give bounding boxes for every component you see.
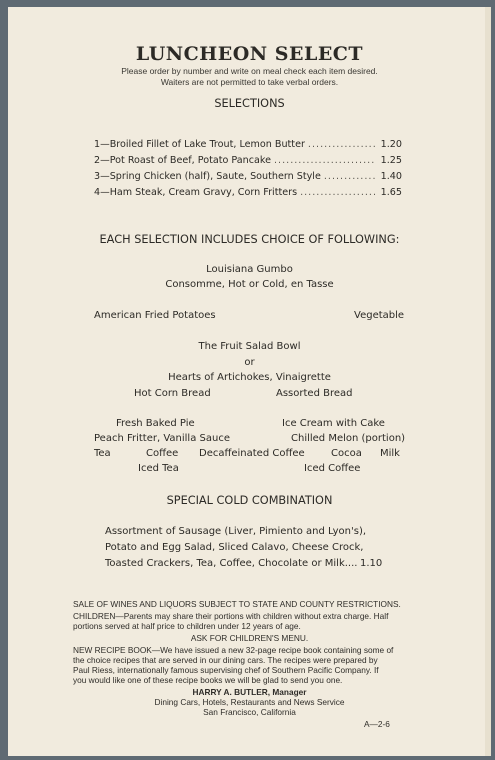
childrens-menu-notice: ASK FOR CHILDREN'S MENU. (190, 633, 309, 643)
manager-name: HARRY A. BUTLER, Manager (192, 687, 307, 697)
instruction-line-1: Please order by number and write on meal check each item desired. (121, 66, 378, 76)
drink-decaf: Decaffeinated Coffee (199, 448, 305, 459)
choice-bread-2: Assorted Bread (276, 388, 353, 399)
drink-cocoa: Cocoa (331, 448, 362, 459)
instruction-line-2: Waiters are not permitted to take verbal orders. (160, 77, 339, 87)
choice-salad-1: The Fruit Salad Bowl (198, 341, 301, 352)
selection-label: 1—Broiled Fillet of Lake Trout, Lemon Butter (94, 139, 305, 150)
recipe-line-4: you would like one of these recipe books we will be glad to send you one. (73, 675, 343, 685)
selection-row (94, 139, 402, 150)
drink-iced-coffee: Iced Coffee (304, 463, 361, 474)
menu-page (8, 7, 491, 756)
drink-tea: Tea (94, 448, 111, 459)
dot-leader (274, 155, 375, 166)
selection-price: 1.20 (380, 139, 402, 150)
selection-price: 1.40 (380, 171, 402, 182)
choice-dessert-1: Fresh Baked Pie (116, 418, 195, 429)
drink-milk: Milk (380, 448, 400, 459)
recipe-line-1: NEW RECIPE BOOK—We have issued a new 32-page recipe book containing some of (73, 645, 394, 655)
cold-line-2: Potato and Egg Salad, Sliced Calavo, Cheese Crock, (105, 542, 364, 553)
dot-leader (324, 171, 375, 182)
selection-price: 1.25 (380, 155, 402, 166)
choices-heading: EACH SELECTION INCLUDES CHOICE OF FOLLOWING: (99, 233, 400, 246)
form-code: A—2-6 (364, 719, 390, 729)
city: San Francisco, California (203, 707, 296, 717)
children-line-2: portions served at half price to children under 12 years of age. (73, 621, 301, 631)
recipe-line-2: the choice recipes that are served in our dining cars. The recipes were prepared by (73, 655, 378, 665)
dot-leader (300, 187, 375, 198)
selection-row (94, 155, 402, 166)
choice-dessert-3: Peach Fritter, Vanilla Sauce (94, 433, 230, 444)
wines-notice: SALE OF WINES AND LIQUORS SUBJECT TO STATE AND COUNTY RESTRICTIONS. (73, 599, 401, 609)
dot-leader (308, 139, 375, 150)
choice-salad-2: Hearts of Artichokes, Vinaigrette (168, 372, 331, 383)
choice-soup-2: Consomme, Hot or Cold, en Tasse (165, 279, 334, 290)
choice-dessert-4: Chilled Melon (portion) (291, 433, 406, 444)
choice-vegetable: Vegetable (354, 310, 405, 321)
menu-title: LUNCHEON SELECT (135, 43, 364, 65)
department: Dining Cars, Hotels, Restaurants and News Service (154, 697, 345, 707)
choice-soup-1: Louisiana Gumbo (206, 264, 293, 275)
choice-bread-1: Hot Corn Bread (134, 388, 211, 399)
selection-row (94, 187, 402, 198)
choice-dessert-2: Ice Cream with Cake (282, 418, 385, 429)
selection-price: 1.65 (380, 187, 402, 198)
choice-potatoes: American Fried Potatoes (94, 310, 216, 321)
cold-price: 1.10 (360, 558, 383, 569)
selection-label: 4—Ham Steak, Cream Gravy, Corn Fritters (94, 187, 298, 198)
cold-combination-heading: SPECIAL COLD COMBINATION (166, 494, 333, 507)
drink-coffee: Coffee (146, 448, 179, 459)
selection-label: 2—Pot Roast of Beef, Potato Pancake (94, 155, 271, 166)
choice-or: or (244, 357, 255, 368)
recipe-line-3: Paul Riess, internationally famous supervising chef of Southern Pacific Company. If (73, 665, 379, 675)
drink-iced-tea: Iced Tea (138, 463, 179, 474)
selection-row (94, 171, 402, 182)
selections-heading: SELECTIONS (214, 97, 285, 110)
cold-line-3: Toasted Crackers, Tea, Coffee, Chocolate or Milk.... (105, 558, 358, 569)
selection-label: 3—Spring Chicken (half), Saute, Southern Style (94, 171, 321, 182)
cold-line-1: Assortment of Sausage (Liver, Pimiento and Lyon's), (105, 526, 367, 537)
children-line-1: CHILDREN—Parents may share their portions with children without extra charge. Half (73, 611, 389, 621)
